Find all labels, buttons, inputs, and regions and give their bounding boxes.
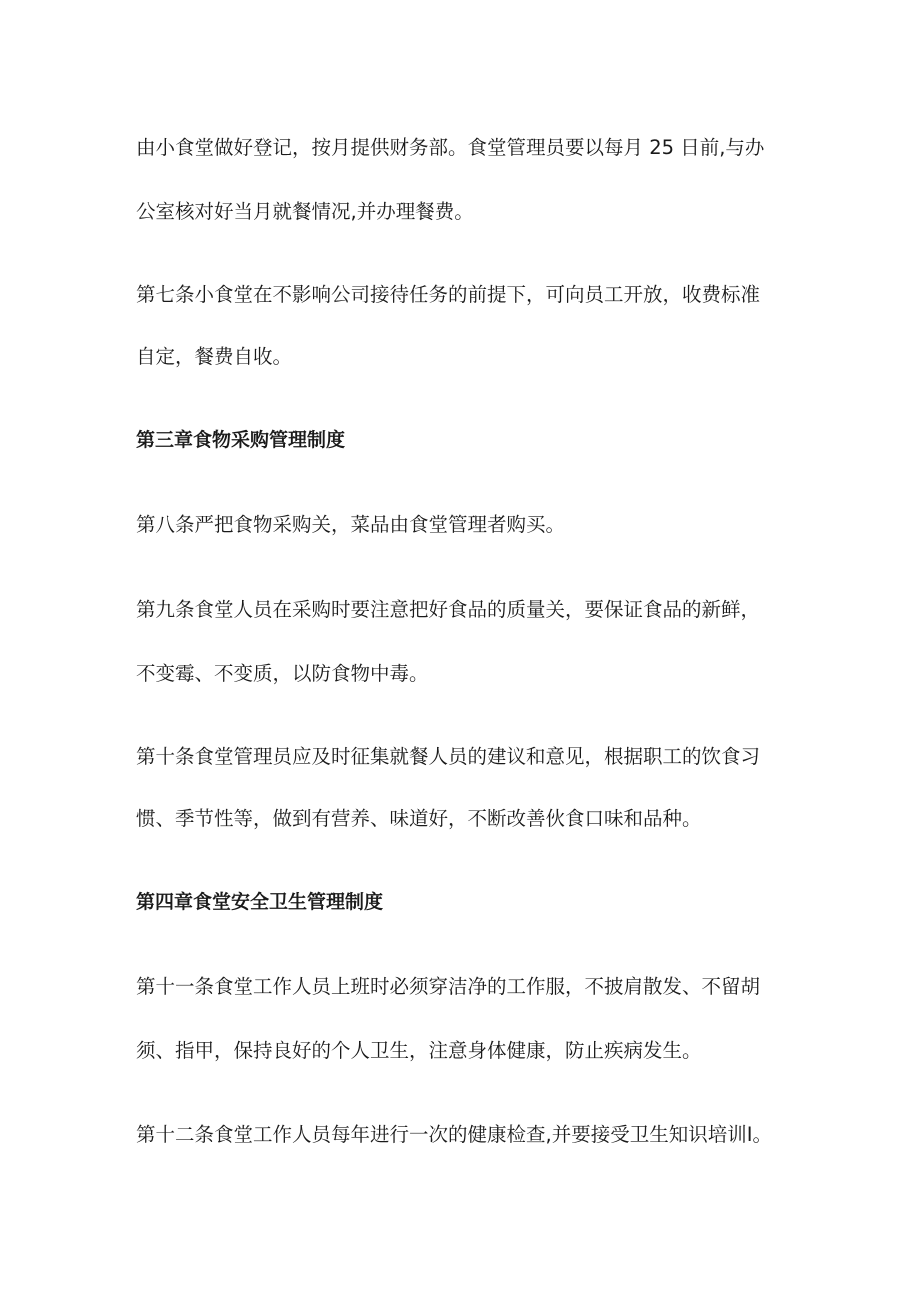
paragraph-line: 第九条食堂人员在采购时要注意把好食品的质量关，要保证食品的新鲜， [136,598,761,621]
paragraph-line: 第十二条食堂工作人员每年进行一次的健康检查,并要接受卫生知识培训I。 [136,1123,772,1146]
paragraph-line: 第十一条食堂工作人员上班时必须穿洁净的工作服，不披肩散发、不留胡 [136,975,761,998]
paragraph-line: 须、指甲，保持良好的个人卫生，注意身体健康，防止疾病发生。 [136,1039,702,1062]
paragraph-line: 第八条严把食物采购关，菜品由食堂管理者购买。 [136,513,566,536]
paragraph-line: 第七条小食堂在不影响公司接待任务的前提下，可向员工开放，收费标准 [136,283,761,306]
chapter-heading: 第三章食物采购管理制度 [136,429,346,451]
paragraph-line: 不变霉、不变质，以防食物中毒。 [136,662,429,685]
paragraph-line: 由小食堂做好登记，按月提供财务部。食堂管理员要以每月 25 日前,与办 [136,136,765,159]
chapter-heading: 第四章食堂安全卫生管理制度 [136,891,384,913]
paragraph-line: 惯、季节性等，做到有营养、味道好，不断改善伙食口味和品种。 [136,807,702,830]
paragraph-line: 第十条食堂管理员应及时征集就餐人员的建议和意见，根据职工的饮食习 [136,745,761,768]
paragraph-line: 自定，餐费自收。 [136,345,293,368]
paragraph-line: 公室核对好当月就餐情况,并办理餐费。 [136,200,474,223]
